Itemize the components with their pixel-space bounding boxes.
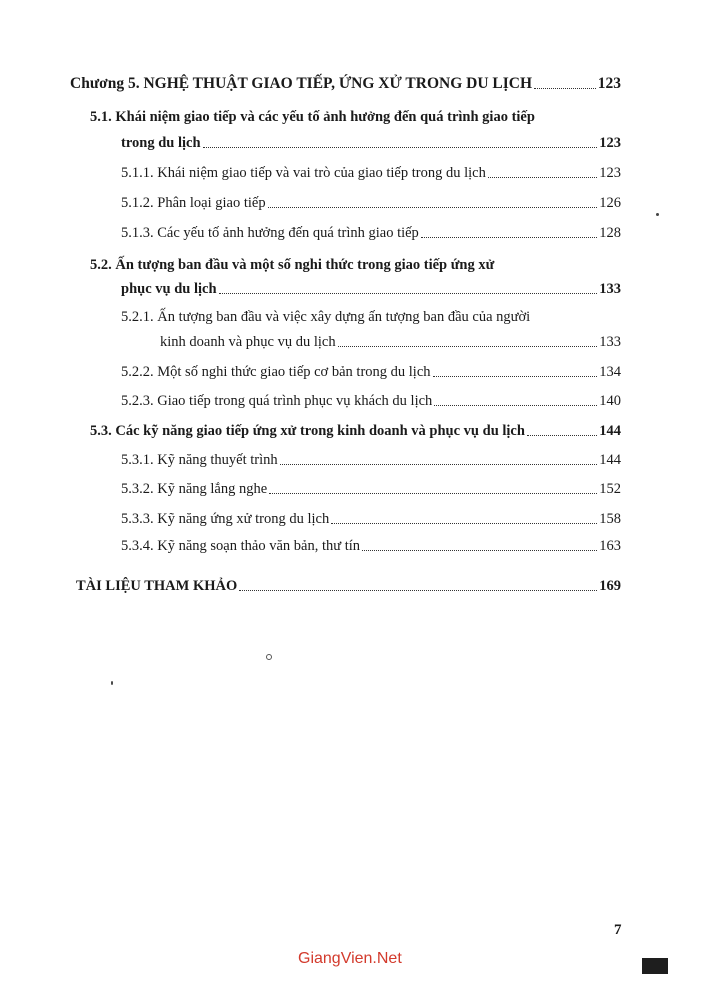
toc-entry-page: 163 xyxy=(599,538,621,554)
toc-entry-chapter-5 xyxy=(70,75,621,93)
toc-entry-5-2-3 xyxy=(121,392,621,410)
toc-entry-label: 5.1.3. Các yếu tố ảnh hưởng đến quá trình giao tiếp xyxy=(121,225,419,241)
toc-entry-page: 133 xyxy=(599,281,621,297)
toc-entry-5-3-1 xyxy=(121,451,621,469)
toc-entry-label: 5.3.1. Kỹ năng thuyết trình xyxy=(121,452,278,468)
toc-entry-5-2-1 xyxy=(160,333,621,351)
toc-entry-label: trong du lịch xyxy=(121,135,201,151)
leader-dots xyxy=(268,207,597,208)
watermark: GiangVien.Net xyxy=(298,950,402,967)
toc-entry-page: 126 xyxy=(599,195,621,211)
toc-entry-5-2-line1: 5.2. Ấn tượng ban đầu và một số nghi thức trong giao tiếp ứng xử xyxy=(90,257,495,273)
scan-speck xyxy=(656,213,659,216)
toc-entry-5-2 xyxy=(121,280,621,298)
leader-dots xyxy=(280,464,597,465)
toc-entry-5-2-2 xyxy=(121,363,621,381)
toc-entry-label: 5.3.4. Kỹ năng soạn thảo văn bản, thư tín xyxy=(121,538,361,554)
toc-entry-5-3-3 xyxy=(121,510,621,528)
toc-entry-5-1-line1: 5.1. Khái niệm giao tiếp và các yếu tố ảnh hưởng đến quá trình giao tiếp xyxy=(90,109,535,125)
toc-entry-page: 152 xyxy=(599,481,621,497)
toc-entry-page: 169 xyxy=(599,578,621,594)
toc-entry-page: 140 xyxy=(599,393,621,409)
leader-dots xyxy=(331,523,597,524)
toc-entry-label: 5.2.2. Một số nghi thức giao tiếp cơ bản trong du lịch xyxy=(121,364,431,380)
toc-entry-page: 128 xyxy=(599,225,621,241)
toc-entry-page: 144 xyxy=(599,452,621,468)
toc-entry-5-1-1 xyxy=(121,164,621,182)
toc-entry-label: 5.2.3. Giao tiếp trong quá trình phục vụ khách du lịch xyxy=(121,393,433,409)
leader-dots xyxy=(362,550,597,551)
leader-dots xyxy=(219,293,597,294)
toc-entry-label: Chương 5. NGHỆ THUẬT GIAO TIẾP, ỨNG XỬ TRONG DU LỊCH xyxy=(70,75,533,92)
leader-dots xyxy=(433,376,597,377)
toc-entry-5-2-1-line1: 5.2.1. Ấn tượng ban đầu và việc xây dựng ấn tượng ban đầu của người xyxy=(121,309,531,325)
toc-entry-label: TÀI LIỆU THAM KHẢO xyxy=(76,578,238,594)
leader-dots xyxy=(534,88,596,89)
toc-entry-label: phục vụ du lịch xyxy=(121,281,217,297)
corner-mark xyxy=(642,958,668,974)
page-number: 7 xyxy=(614,922,622,938)
toc-entry-5-3-2 xyxy=(121,480,621,498)
toc-entry-label: 5.3. Các kỹ năng giao tiếp ứng xử trong kinh doanh và phục vụ du lịch xyxy=(90,423,525,439)
leader-dots xyxy=(338,346,597,347)
scan-speck xyxy=(111,681,113,685)
toc-entry-page: 133 xyxy=(599,334,621,350)
toc-entry-5-1-2 xyxy=(121,194,621,212)
leader-dots xyxy=(239,590,597,591)
leader-dots xyxy=(434,405,597,406)
leader-dots xyxy=(527,435,597,436)
toc-entry-5-3-4 xyxy=(121,537,621,555)
toc-entry-references xyxy=(76,577,621,595)
toc-entry-label: kinh doanh và phục vụ du lịch xyxy=(160,334,336,350)
toc-entry-page: 144 xyxy=(599,423,621,439)
toc-entry-label: 5.3.2. Kỹ năng lắng nghe xyxy=(121,481,268,497)
toc-entry-label: 5.3.3. Kỹ năng ứng xử trong du lịch xyxy=(121,511,330,527)
toc-entry-label: 5.1.1. Khái niệm giao tiếp và vai trò của giao tiếp trong du lịch xyxy=(121,165,486,181)
toc-entry-page: 134 xyxy=(599,364,621,380)
toc-entry-5-3 xyxy=(90,422,621,440)
toc-entry-5-1-3 xyxy=(121,224,621,242)
leader-dots xyxy=(203,147,597,148)
toc-entry-page: 158 xyxy=(599,511,621,527)
toc-entry-page: 123 xyxy=(599,135,621,151)
leader-dots xyxy=(421,237,597,238)
scan-speck xyxy=(266,654,272,660)
leader-dots xyxy=(488,177,597,178)
leader-dots xyxy=(269,493,597,494)
toc-entry-page: 123 xyxy=(597,75,621,92)
toc-entry-page: 123 xyxy=(599,165,621,181)
toc-entry-label: 5.1.2. Phân loại giao tiếp xyxy=(121,195,266,211)
toc-entry-5-1 xyxy=(121,134,621,152)
